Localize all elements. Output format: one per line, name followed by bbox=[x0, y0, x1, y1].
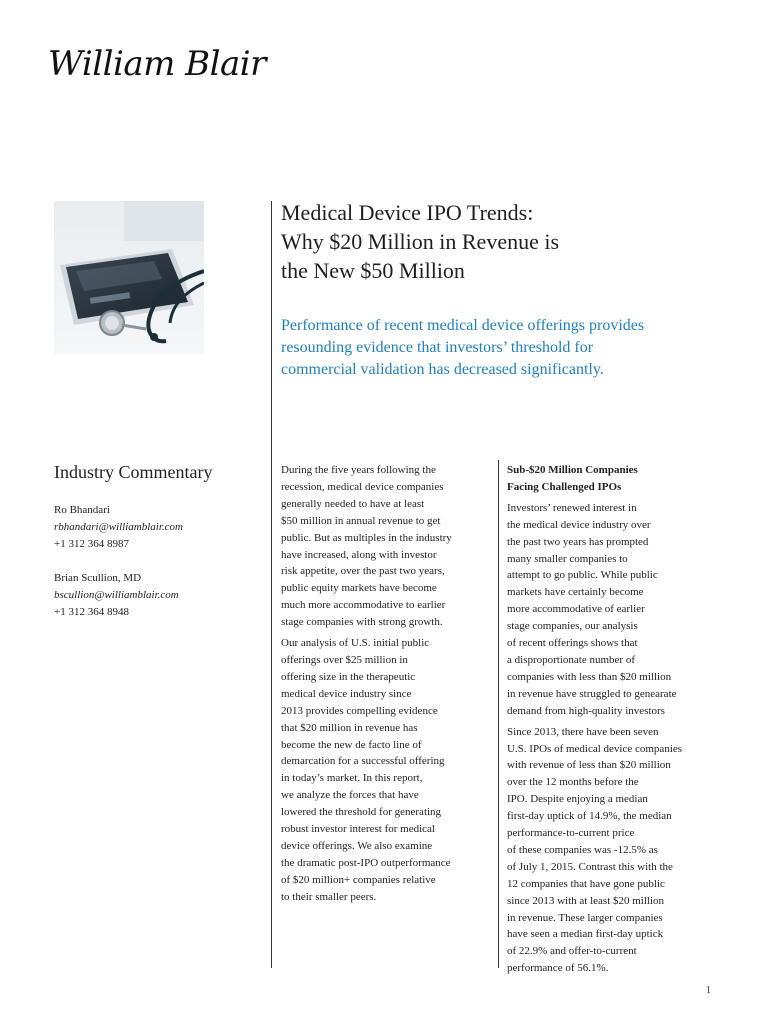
author-phone: +1 312 364 8948 bbox=[54, 606, 129, 618]
text-line: stage companies with strong growth. bbox=[281, 616, 443, 629]
text-line: of July 1, 2015. Contrast this with the bbox=[507, 860, 673, 873]
title-line: Medical Device IPO Trends: bbox=[281, 200, 534, 225]
text-line: since 2013 with at least $20 million bbox=[507, 894, 665, 907]
text-line: risk appetite, over the past two years, bbox=[281, 565, 445, 578]
text-line: a disproportionate number of bbox=[507, 653, 635, 666]
author-name: Ro Bhandari bbox=[54, 504, 110, 516]
subtitle-line: resounding evidence that investors’ threshold for bbox=[281, 339, 594, 356]
text-line: in revenue. These larger companies bbox=[507, 911, 663, 924]
body-paragraph bbox=[507, 724, 722, 978]
text-line: $50 million in annual revenue to get bbox=[281, 514, 441, 527]
text-line: that $20 million in revenue has bbox=[281, 721, 418, 734]
text-line: lowered the threshold for generating bbox=[281, 806, 442, 819]
text-line: demarcation for a successful offering bbox=[281, 755, 445, 768]
text-line: device offerings. We also examine bbox=[281, 839, 433, 852]
text-line: of these companies was -12.5% as bbox=[507, 843, 658, 856]
subtitle-line: commercial validation has decreased significantly. bbox=[281, 361, 604, 378]
text-line: first-day uptick of 14.9%, the median bbox=[507, 810, 672, 823]
subtitle bbox=[281, 315, 731, 381]
text-line: markets have certainly become bbox=[507, 586, 644, 599]
text-line: IPO. Despite enjoying a median bbox=[507, 793, 648, 806]
author-name: Brian Scullion, MD bbox=[54, 572, 142, 584]
text-line: robust investor interest for medical bbox=[281, 823, 435, 836]
text-line: demand from high-quality investors bbox=[507, 704, 665, 717]
text-line: 2013 provides compelling evidence bbox=[281, 704, 438, 717]
text-line: of 22.9% and offer-to-current bbox=[507, 945, 637, 958]
text-line: recession, medical device companies bbox=[281, 480, 444, 493]
text-line: U.S. IPOs of medical device companies bbox=[507, 742, 683, 755]
body-column-middle bbox=[281, 462, 491, 906]
text-line: companies with less than $20 million bbox=[507, 670, 672, 683]
body-paragraph bbox=[281, 462, 491, 631]
text-line: over the 12 months before the bbox=[507, 776, 639, 789]
text-line: 12 companies that have gone public bbox=[507, 877, 665, 890]
text-line: become the new de facto line of bbox=[281, 738, 422, 751]
author-block bbox=[54, 502, 183, 553]
text-line: performance of 56.1%. bbox=[507, 962, 609, 975]
text-line: of recent offerings shows that bbox=[507, 637, 638, 650]
text-line: public equity markets have become bbox=[281, 582, 437, 595]
text-line: Since 2013, there have been seven bbox=[507, 725, 659, 738]
text-line: the medical device industry over bbox=[507, 518, 651, 531]
text-line: to their smaller peers. bbox=[281, 890, 377, 903]
text-line: Our analysis of U.S. initial public bbox=[281, 637, 430, 650]
text-line: we analyze the forces that have bbox=[281, 789, 419, 802]
heading-line: Sub-$20 Million Companies bbox=[507, 464, 638, 476]
column-divider-right bbox=[498, 460, 499, 968]
text-line: offering size in the therapeutic bbox=[281, 670, 416, 683]
author-block bbox=[54, 570, 179, 621]
section-title: Industry Commentary bbox=[54, 462, 213, 482]
text-line: with revenue of less than $20 million bbox=[507, 759, 671, 772]
text-line: attempt to go public. While public bbox=[507, 569, 658, 582]
body-paragraph bbox=[281, 635, 491, 906]
text-line: stage companies, our analysis bbox=[507, 620, 638, 633]
text-line: generally needed to have at least bbox=[281, 497, 425, 510]
company-logo: William Blair bbox=[48, 44, 266, 84]
text-line: public. But as multiples in the industry bbox=[281, 531, 452, 544]
tablet-stethoscope-photo bbox=[54, 201, 204, 354]
text-line: in revenue have struggled to genearate bbox=[507, 687, 677, 700]
author-email[interactable]: bscullion@williamblair.com bbox=[54, 589, 179, 601]
title-line: Why $20 Million in Revenue is bbox=[281, 229, 560, 254]
page-number: 1 bbox=[706, 985, 711, 996]
text-line: much more accommodative to earlier bbox=[281, 599, 446, 612]
title-line: the New $50 Million bbox=[281, 258, 465, 283]
author-email[interactable]: rbhandari@williamblair.com bbox=[54, 521, 183, 533]
text-line: have increased, along with investor bbox=[281, 548, 437, 561]
subtitle-line: Performance of recent medical device offerings provides bbox=[281, 317, 645, 334]
text-line: the past two years has prompted bbox=[507, 535, 649, 548]
text-line: the dramatic post-IPO outperformance bbox=[281, 856, 451, 869]
subsection-heading bbox=[507, 462, 722, 496]
text-line: of $20 million+ companies relative bbox=[281, 873, 436, 886]
text-line: many smaller companies to bbox=[507, 552, 628, 565]
page-title bbox=[281, 198, 721, 285]
text-line: During the five years following the bbox=[281, 464, 436, 476]
heading-line: Facing Challenged IPOs bbox=[507, 480, 622, 493]
text-line: medical device industry since bbox=[281, 687, 412, 700]
author-phone: +1 312 364 8987 bbox=[54, 538, 129, 550]
text-line: have seen a median first-day uptick bbox=[507, 928, 664, 941]
text-line: more accommodative of earlier bbox=[507, 603, 645, 616]
text-line: Investors’ renewed interest in bbox=[507, 501, 637, 514]
body-paragraph bbox=[507, 500, 722, 720]
text-line: performance-to-current price bbox=[507, 827, 635, 840]
text-line: offerings over $25 million in bbox=[281, 653, 408, 666]
column-divider-left bbox=[271, 201, 272, 968]
text-line: in today’s market. In this report, bbox=[281, 772, 423, 785]
body-column-right bbox=[507, 462, 722, 977]
